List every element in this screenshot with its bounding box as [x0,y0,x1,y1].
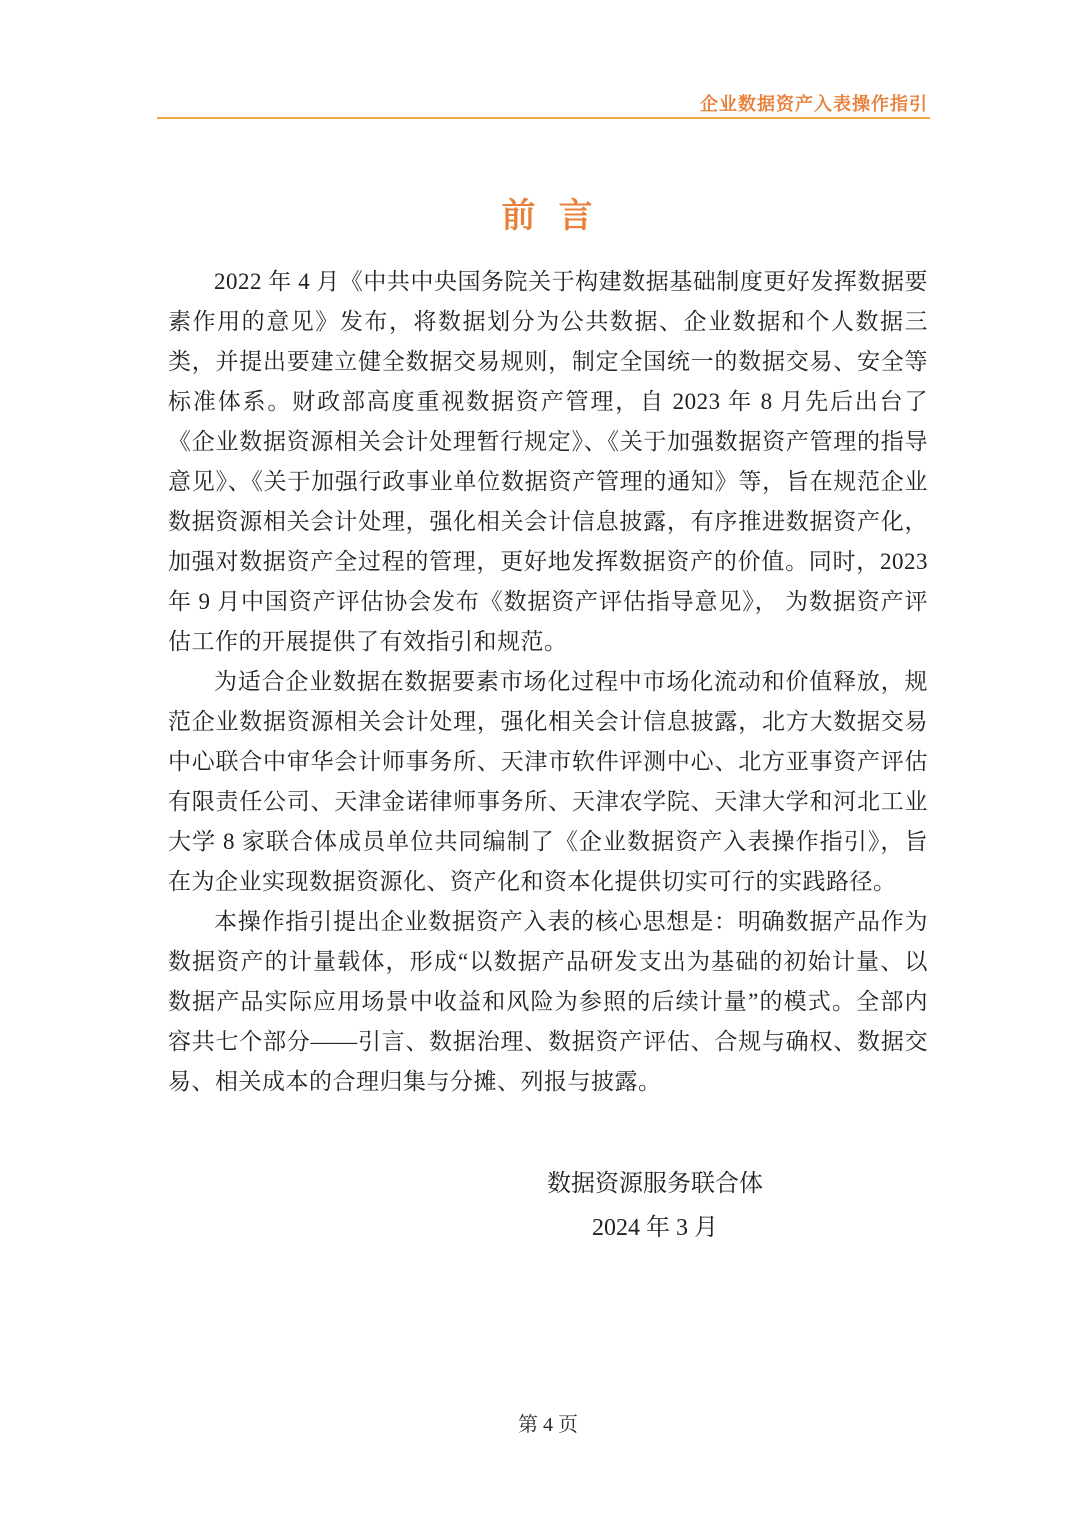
signature-organization: 数据资源服务联合体 [547,1171,763,1197]
signature-date: 2024 年 3 月 [592,1215,718,1241]
paragraph-2: 为适合企业数据在数据要素市场化过程中市场化流动和价值释放，规范企业数据资源相关会计处理，强化相关会计信息披露，北方大数据交易中心联合中审华会计师事务所、天津市软件评测中心、北方亚事资产评估有限责任公司、天津金诺律师事务所、天津农学院、天津大学和河北工业大学 8 家联合体成员单位共同编制了《企业数据资产入表操作指引》，旨在为企业实现数据资源化、资产化和资本化提供切实可行的实践路径。 [168,669,928,894]
page-title: 前 言 [501,198,595,235]
page-footer [168,1408,928,1437]
page-number: 第 4 页 [518,1414,578,1436]
paragraph-3: 本操作指引提出企业数据资产入表的核心思想是：明确数据产品作为数据资产的计量载体，形成“以数据产品研发支出为基础的初始计量、以数据产品实际应用场景中收益和风险为参照的后续计量”的模式。全部内容共七个部分——引言、数据治理、数据资产评估、合规与确权、数据交易、相关成本的合理归集与分摊、列报与披露。 [168,909,928,1094]
header-rule-divider [157,117,930,119]
document-body [168,196,928,1250]
signature-block [382,1162,928,1250]
running-header-title: 企业数据资产入表操作指引 [700,94,928,114]
paragraph-1: 2022 年 4 月《中共中央国务院关于构建数据基础制度更好发挥数据要素作用的意见》发布，将数据划分为公共数据、企业数据和个人数据三类，并提出要建立健全数据交易规则，制定全国统一的数据交易、安全等标准体系。财政部高度重视数据资产管理，自 2023 年 8 月先后出台了《企业数据资源相关会计处理暂行规定》、《关于加强数据资产管理的指导意见》、《关于加强行政事业单位数据资产管理的通知》等，旨在规范企业数据资源相关会计处理，强化相关会计信息披露，有序推进数据资产化，加强对数据资产全过程的管理，更好地发挥数据资产的价值。同时，2023 年 9 月中国资产评估协会发布《数据资产评估指导意见》， 为数据资产评估工作的开展提供了有效指引和规范。 [168,269,928,654]
